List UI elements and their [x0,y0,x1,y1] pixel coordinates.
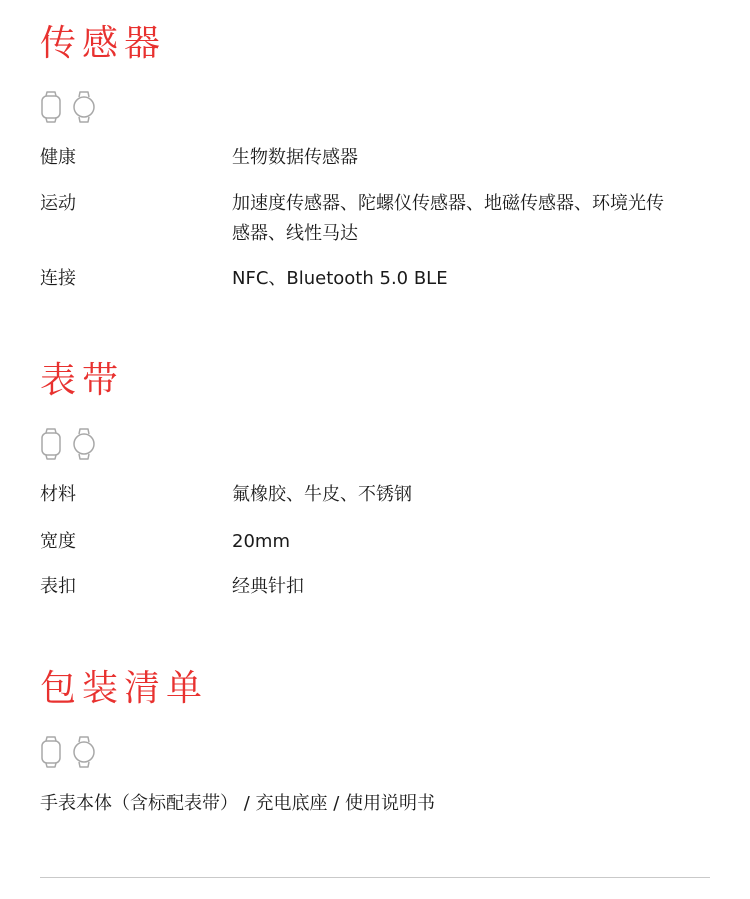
device-icons-package [40,735,96,769]
section-title-strap: 表带 [40,360,125,401]
spec-value: 氟橡胶、牛皮、不锈钢 [232,484,412,505]
section-title-sensors: 传感器 [40,23,167,64]
spec-value: 经典针扣 [232,576,304,597]
spec-label: 连接 [40,268,76,289]
spec-value: 20mm [232,531,290,552]
divider [40,877,710,878]
device-icons-strap [40,427,96,461]
package-contents: 手表本体（含标配表带） / 充电底座 / 使用说明书 [40,793,436,814]
round-watch-icon [72,91,96,123]
round-watch-icon [72,736,96,768]
spec-value: NFC、Bluetooth 5.0 BLE [232,268,448,289]
section-title-package: 包装清单 [40,668,209,709]
round-watch-icon [72,428,96,460]
spec-label: 表扣 [40,576,76,597]
spec-label: 材料 [40,484,76,505]
spec-label: 宽度 [40,531,76,552]
spec-value: 加速度传感器、陀螺仪传感器、地磁传感器、环境光传感器、线性马达 [232,193,664,244]
device-icons-sensors [40,90,96,124]
square-watch-icon [40,736,62,768]
spec-label: 运动 [40,193,76,214]
spec-label: 健康 [40,147,76,168]
square-watch-icon [40,428,62,460]
spec-value: 生物数据传感器 [232,147,358,168]
square-watch-icon [40,91,62,123]
